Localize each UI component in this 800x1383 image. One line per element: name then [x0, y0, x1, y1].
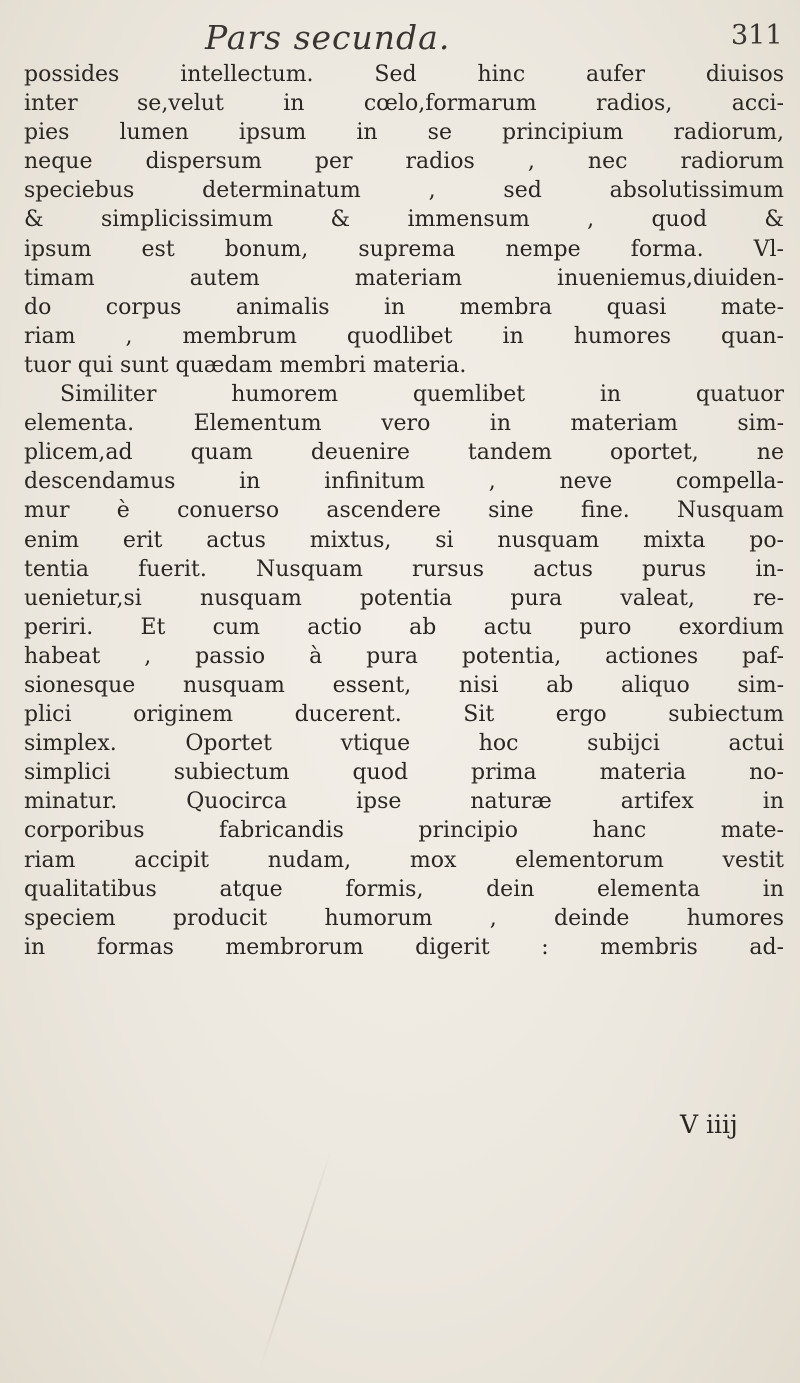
text-line: mur è conuerso ascendere sine fine. Nusquam — [24, 498, 784, 524]
text-line: neque dispersum per radios , nec radiorum — [24, 149, 784, 175]
text-line: simplici subiectum quod prima materia no- — [24, 760, 784, 786]
text-line: pies lumen ipsum in se principium radiorum, — [24, 120, 784, 146]
text-line: tentia fuerit. Nusquam rursus actus purus in- — [24, 556, 784, 582]
text-line: periri. Et cum actio ab actu puro exordium — [24, 614, 784, 640]
text-line: elementa. Elementum vero in materiam sim- — [24, 411, 784, 437]
text-line: tuor qui sunt quædam membri materia. — [24, 352, 467, 378]
text-line: simplex. Oportet vtique hoc subijci actui — [24, 731, 784, 757]
text-line: plici originem ducerent. Sit ergo subiectum — [24, 702, 784, 728]
text-line: corporibus fabricandis principio hanc mate- — [24, 818, 784, 844]
signature-mark: V iiij — [680, 1110, 738, 1139]
text-line: enim erit actus mixtus, si nusquam mixta po- — [24, 527, 784, 553]
running-title: Pars secunda. — [205, 18, 451, 57]
text-line: sionesque nusquam essent, nisi ab aliquo sim- — [24, 672, 784, 698]
text-line: descendamus in infinitum , neve compella- — [24, 469, 784, 495]
text-line: speciebus determinatum , sed absolutissimum — [24, 178, 784, 204]
text-line: Similiter humorem quemlibet in quatuor — [60, 382, 784, 408]
text-line: plicem,ad quam deuenire tandem oportet, ne — [24, 440, 784, 466]
page-number: 311 — [731, 20, 783, 51]
running-head — [0, 14, 800, 60]
text-line: riam accipit nudam, mox elementorum vestit — [24, 847, 784, 873]
text-line: & simplicissimum & immensum , quod & — [24, 207, 784, 233]
text-line: inter se,velut in cœlo,formarum radios, acci- — [24, 91, 784, 117]
text-line: ipsum est bonum, suprema nempe forma. Vl- — [24, 236, 784, 262]
text-line: habeat , passio à pura potentia, actiones paf- — [24, 643, 784, 669]
text-line: riam , membrum quodlibet in humores quan- — [24, 323, 784, 349]
text-line: possides intellectum. Sed hinc aufer diuisos — [24, 62, 784, 87]
text-line: timam autem materiam inueniemus,diuiden- — [24, 265, 784, 291]
body-text — [24, 60, 784, 962]
text-line: qualitatibus atque formis, dein elementa in — [24, 876, 784, 902]
text-line: minatur. Quocirca ipse naturæ artifex in — [24, 789, 784, 815]
text-line: uenietur,si nusquam potentia pura valeat, re- — [24, 585, 784, 611]
text-line: in formas membrorum digerit : membris ad- — [24, 934, 784, 960]
text-line: do corpus animalis in membra quasi mate- — [24, 294, 784, 320]
paper-crease — [259, 1150, 332, 1369]
text-line: speciem producit humorum , deinde humores — [24, 905, 784, 931]
